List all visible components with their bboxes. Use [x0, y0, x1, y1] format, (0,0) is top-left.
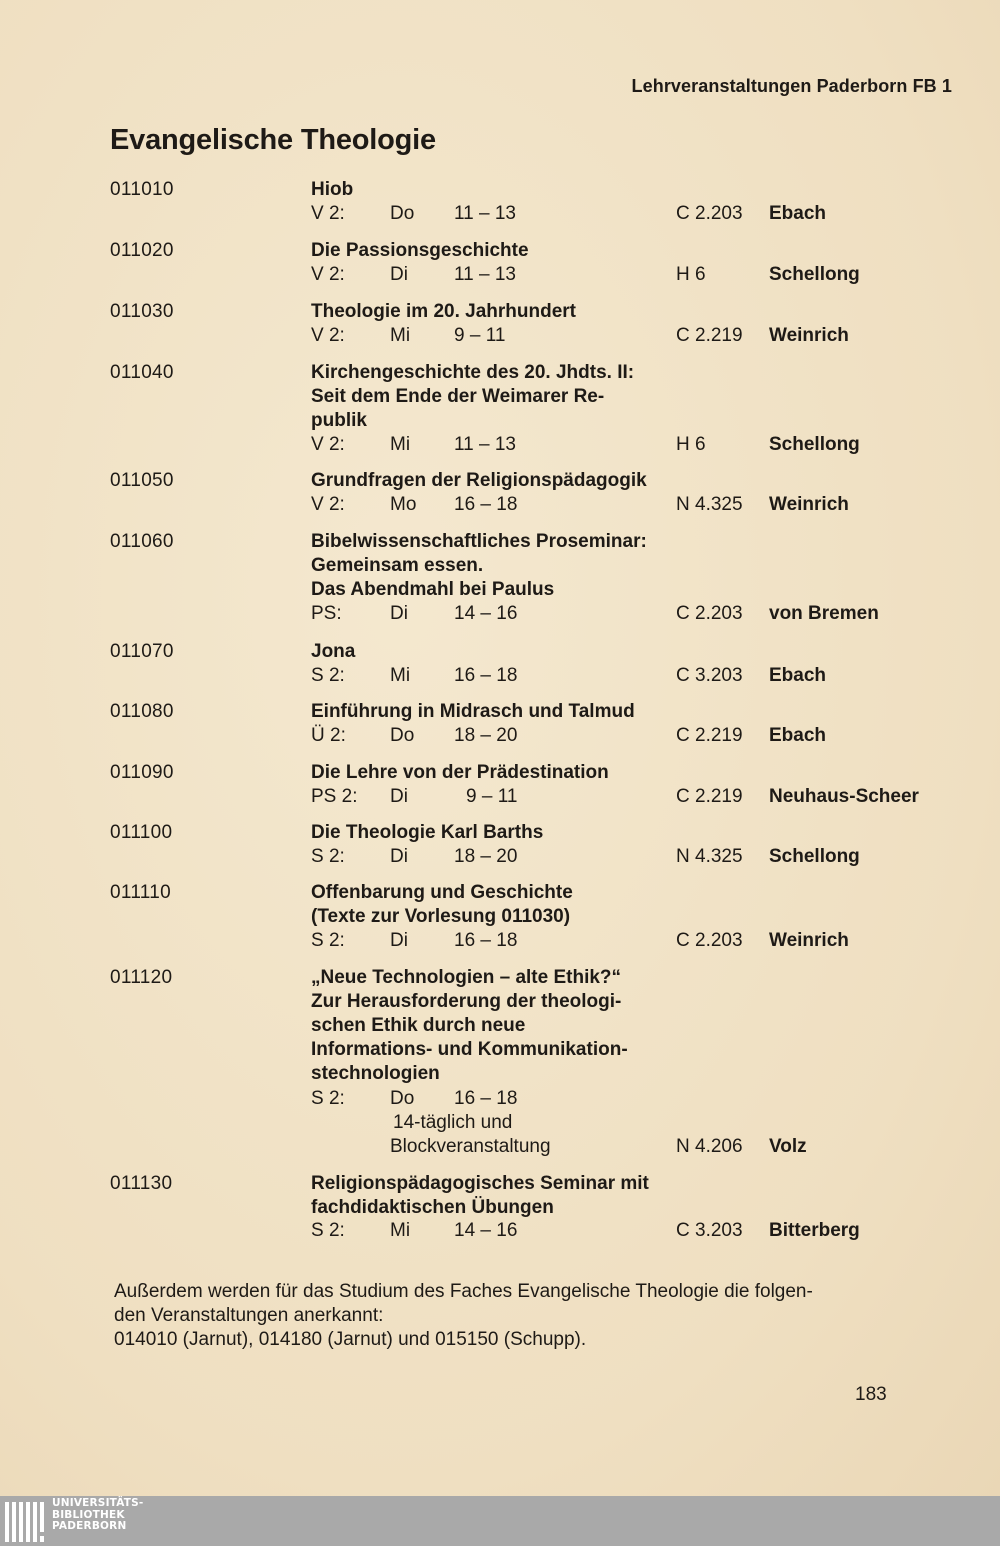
course-type: Ü 2:	[311, 725, 346, 746]
course-title	[311, 1172, 649, 1220]
library-name-line: BIBLIOTHEK	[52, 1508, 125, 1521]
course-lecturer: Ebach	[769, 665, 827, 686]
course-type: PS 2:	[311, 786, 358, 807]
course-number: 011100	[110, 822, 173, 843]
course-schedule	[0, 664, 1000, 688]
course-day: Mi	[390, 434, 411, 455]
course-title-line: Religionspädagogisches Seminar mit	[311, 1173, 649, 1194]
running-head: Lehrveranstaltungen Paderborn FB 1	[631, 76, 952, 96]
course-number: 011060	[110, 531, 174, 552]
library-name	[52, 1498, 143, 1533]
course-title	[311, 700, 635, 724]
course-room: H 6	[676, 264, 706, 285]
course-room: N 4.206	[676, 1136, 743, 1157]
course-room: C 2.203	[676, 603, 743, 624]
course-type: S 2:	[311, 1088, 345, 1109]
course-schedule	[0, 602, 1000, 626]
footer-note	[114, 1280, 894, 1352]
course-lecturer: Weinrich	[769, 930, 849, 951]
course-title-line: Informations- und Kommunikation-	[311, 1039, 628, 1060]
course-time: 16 – 18	[454, 665, 518, 686]
course-day: Mo	[390, 494, 417, 515]
course-room: C 2.203	[676, 203, 743, 224]
course-schedule	[0, 493, 1000, 517]
course-title-line: (Texte zur Vorlesung 011030)	[311, 906, 571, 927]
course-lecturer: Bitterberg	[769, 1220, 860, 1241]
course-day: Di	[390, 930, 408, 951]
course-time: 11 – 13	[454, 264, 516, 285]
course-time: 9 – 11	[466, 786, 518, 807]
course-day: Do	[390, 203, 415, 224]
course-number: 011030	[110, 301, 174, 322]
course-title-line: fachdidaktischen Übungen	[311, 1197, 554, 1218]
course-lecturer: Schellong	[769, 846, 860, 867]
course-room: C 2.203	[676, 930, 743, 951]
course-type: V 2:	[311, 494, 345, 515]
course-number: 011090	[110, 762, 174, 783]
course-type: S 2:	[311, 1220, 345, 1241]
course-title-line: Das Abendmahl bei Paulus	[311, 579, 555, 600]
course-title-line: Theologie im 20. Jahrhundert	[311, 301, 576, 322]
course-title-line: „Neue Technologien – alte Ethik?“	[311, 967, 622, 988]
course-day: Di	[390, 846, 408, 867]
course-title	[311, 821, 543, 845]
course-time: 18 – 20	[454, 846, 518, 867]
course-type: S 2:	[311, 846, 345, 867]
course-schedule	[0, 433, 1000, 457]
course-title-line: Hiob	[311, 179, 354, 200]
course-number: 011130	[110, 1173, 173, 1194]
course-day: Do	[390, 725, 415, 746]
page-title: Evangelische Theologie	[110, 124, 436, 156]
course-title	[311, 530, 647, 602]
course-time: 16 – 18	[454, 1088, 518, 1109]
course-number: 011070	[110, 641, 174, 662]
course-lecturer: Ebach	[769, 725, 827, 746]
course-lecturer: Schellong	[769, 264, 860, 285]
course-title	[311, 881, 573, 929]
course-title-line: Kirchengeschichte des 20. Jhdts. II:	[311, 362, 635, 383]
course-type: V 2:	[311, 434, 345, 455]
course-type: V 2:	[311, 203, 345, 224]
library-name-line: PADERBORN	[52, 1520, 127, 1532]
course-lecturer: Ebach	[769, 203, 827, 224]
course-time: 9 – 11	[454, 325, 506, 346]
course-title	[311, 640, 355, 664]
course-room: H 6	[676, 434, 706, 455]
course-type: S 2:	[311, 665, 345, 686]
course-room: C 2.219	[676, 725, 743, 746]
course-number: 011080	[110, 701, 174, 722]
course-lecturer: Weinrich	[769, 325, 849, 346]
course-day: Di	[390, 786, 408, 807]
course-time: 14 – 16	[454, 1220, 518, 1241]
course-title	[311, 361, 634, 433]
course-day: Di	[390, 603, 408, 624]
course-schedule	[0, 324, 1000, 348]
course-lecturer: von Bremen	[769, 603, 879, 624]
course-time: 16 – 18	[454, 930, 518, 951]
course-schedule-note: 14-täglich und	[393, 1112, 513, 1133]
course-day: Mi	[390, 325, 411, 346]
course-time: 14 – 16	[454, 603, 518, 624]
course-title-line: Bibelwissenschaftliches Proseminar:	[311, 531, 647, 552]
course-room: C 2.219	[676, 325, 743, 346]
course-schedule	[0, 929, 1000, 953]
course-title-line: Offenbarung und Geschichte	[311, 882, 573, 903]
course-type: V 2:	[311, 264, 345, 285]
course-time: 16 – 18	[454, 494, 518, 515]
library-name-line: UNIVERSITÄTS-	[52, 1497, 144, 1509]
course-schedule	[0, 724, 1000, 748]
course-number: 011120	[110, 967, 173, 988]
course-lecturer: Neuhaus-Scheer	[769, 786, 919, 807]
course-type: PS:	[311, 603, 342, 624]
page-number: 183	[855, 1384, 887, 1405]
course-title	[311, 761, 609, 785]
course-schedule	[0, 263, 1000, 287]
course-title-line: publik	[311, 410, 367, 431]
course-title-line: stechnologien	[311, 1063, 440, 1084]
footer-note-line: 014010 (Jarnut), 014180 (Jarnut) und 015150 (Schupp).	[114, 1329, 587, 1350]
course-number: 011050	[110, 470, 174, 491]
course-number: 011040	[110, 362, 174, 383]
course-title	[311, 178, 353, 202]
course-title-line: Gemeinsam essen.	[311, 555, 484, 576]
course-title	[311, 239, 529, 263]
library-logo-icon	[4, 1500, 46, 1544]
course-title-line: Einführung in Midrasch und Talmud	[311, 701, 635, 722]
course-title	[311, 966, 628, 1086]
course-title	[311, 469, 647, 493]
course-room: C 3.203	[676, 665, 743, 686]
course-title-line: schen Ethik durch neue	[311, 1015, 526, 1036]
course-day: Mi	[390, 1220, 411, 1241]
course-title-line: Zur Herausforderung der theologi-	[311, 991, 622, 1012]
course-room: C 3.203	[676, 1220, 743, 1241]
course-schedule	[0, 845, 1000, 869]
course-room: N 4.325	[676, 846, 743, 867]
course-title-line: Seit dem Ende der Weimarer Re-	[311, 386, 605, 407]
course-title-line: Jona	[311, 641, 356, 662]
course-schedule-note: Blockveranstaltung	[390, 1136, 551, 1157]
course-title-line: Grundfragen der Religionspädagogik	[311, 470, 647, 491]
course-title-line: Die Lehre von der Prädestination	[311, 762, 609, 783]
course-schedule	[0, 1135, 1000, 1159]
course-room: N 4.325	[676, 494, 743, 515]
course-day: Mi	[390, 665, 411, 686]
course-lecturer: Weinrich	[769, 494, 849, 515]
course-title-line: Die Passionsgeschichte	[311, 240, 529, 261]
course-lecturer: Schellong	[769, 434, 860, 455]
course-time: 18 – 20	[454, 725, 518, 746]
course-time: 11 – 13	[454, 203, 516, 224]
course-number: 011020	[110, 240, 174, 261]
course-room: C 2.219	[676, 786, 743, 807]
course-title	[311, 300, 576, 324]
course-schedule	[0, 202, 1000, 226]
course-title-line: Die Theologie Karl Barths	[311, 822, 544, 843]
course-type: V 2:	[311, 325, 345, 346]
library-footer-bar	[0, 1496, 1000, 1546]
course-lecturer: Volz	[769, 1136, 807, 1157]
course-schedule	[0, 1219, 1000, 1243]
course-number: 011010	[110, 179, 174, 200]
course-schedule	[0, 785, 1000, 809]
footer-note-line: den Veranstaltungen anerkannt:	[114, 1305, 384, 1326]
course-type: S 2:	[311, 930, 345, 951]
course-day: Do	[390, 1088, 415, 1109]
course-schedule	[0, 1087, 1000, 1111]
course-day: Di	[390, 264, 408, 285]
course-number: 011110	[110, 882, 171, 903]
footer-note-line: Außerdem werden für das Studium des Faches Evangelische Theologie die folgen-	[114, 1281, 813, 1302]
course-time: 11 – 13	[454, 434, 516, 455]
